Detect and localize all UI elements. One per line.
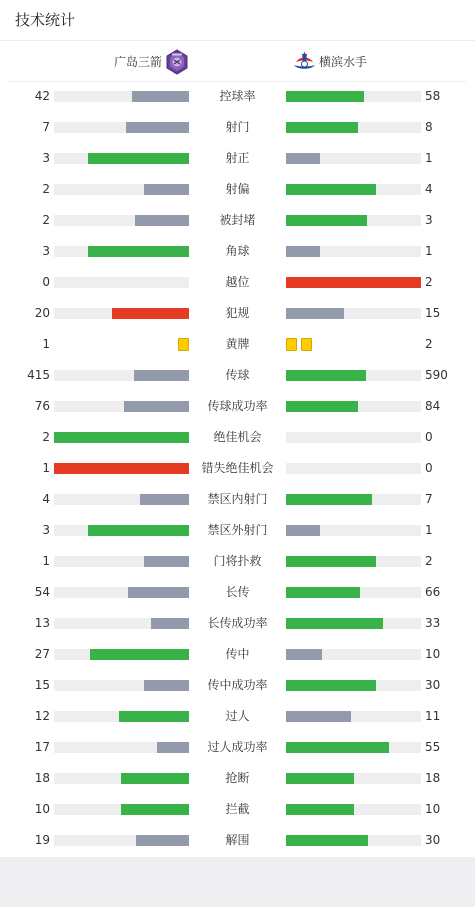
home-bar-fill xyxy=(88,525,189,536)
away-bar-track xyxy=(286,587,421,598)
away-value: 10 xyxy=(425,802,441,816)
home-bar-track xyxy=(54,91,189,102)
home-bar-fill xyxy=(136,835,189,846)
home-value: 1 xyxy=(42,337,50,351)
away-yellow-cards xyxy=(286,338,316,351)
away-bar-fill xyxy=(286,401,358,412)
away-bar-track xyxy=(286,153,421,164)
away-value: 1 xyxy=(425,151,433,165)
stat-label: 门将扑救 xyxy=(213,554,262,568)
stat-row xyxy=(0,577,475,608)
away-value: 2 xyxy=(425,275,433,289)
away-value: 1 xyxy=(425,523,433,537)
stat-row xyxy=(0,360,475,391)
away-bar-fill xyxy=(286,742,389,753)
away-bar-track xyxy=(286,835,421,846)
home-value: 2 xyxy=(42,182,50,196)
home-value: 2 xyxy=(42,430,50,444)
stat-label: 射正 xyxy=(225,151,250,165)
stat-label: 绝佳机会 xyxy=(213,430,262,444)
stat-row xyxy=(0,732,475,763)
home-bar-track xyxy=(54,277,189,288)
away-bar-track xyxy=(286,618,421,629)
stat-row xyxy=(0,267,475,298)
home-bar-track xyxy=(54,525,189,536)
home-bar-fill xyxy=(88,246,189,257)
home-yellow-cards xyxy=(174,338,189,351)
home-value: 3 xyxy=(42,244,50,258)
away-bar-track xyxy=(286,804,421,815)
home-bar-fill xyxy=(119,711,189,722)
away-bar-track xyxy=(286,463,421,474)
away-bar-fill xyxy=(286,277,421,288)
home-value: 2 xyxy=(42,213,50,227)
away-bar-track xyxy=(286,308,421,319)
stat-label: 禁区内射门 xyxy=(207,492,268,506)
away-bar-fill xyxy=(286,587,360,598)
home-team-name: 广岛三箭 xyxy=(113,55,162,69)
stat-label: 传中 xyxy=(225,647,250,661)
away-value: 11 xyxy=(425,709,441,723)
home-team xyxy=(0,50,192,74)
away-value: 10 xyxy=(425,647,441,661)
stat-row xyxy=(0,763,475,794)
stat-row xyxy=(0,608,475,639)
stat-row xyxy=(0,484,475,515)
stat-label: 过人 xyxy=(225,709,250,723)
stat-label: 射门 xyxy=(225,120,250,134)
stat-row xyxy=(0,670,475,701)
home-value: 12 xyxy=(34,709,50,723)
home-value: 20 xyxy=(34,306,50,320)
home-bar-track xyxy=(54,401,189,412)
away-bar-track xyxy=(286,246,421,257)
away-bar-fill xyxy=(286,153,320,164)
yellow-card-icon xyxy=(301,338,312,351)
away-value: 30 xyxy=(425,678,441,692)
away-bar-fill xyxy=(286,122,358,133)
stat-row xyxy=(0,515,475,546)
home-bar-fill xyxy=(121,804,189,815)
home-value: 15 xyxy=(34,678,50,692)
stat-label: 拦截 xyxy=(225,802,250,816)
away-bar-fill xyxy=(286,494,372,505)
home-value: 1 xyxy=(42,554,50,568)
away-bar-fill xyxy=(286,804,354,815)
away-bar-fill xyxy=(286,680,376,691)
home-bar-fill xyxy=(132,91,189,102)
home-bar-fill xyxy=(157,742,189,753)
home-bar-fill xyxy=(128,587,189,598)
away-value: 590 xyxy=(425,368,448,382)
stat-row xyxy=(0,546,475,577)
away-bar-fill xyxy=(286,556,376,567)
away-bar-fill xyxy=(286,618,383,629)
away-bar-fill xyxy=(286,215,367,226)
away-value: 3 xyxy=(425,213,433,227)
home-bar-track xyxy=(54,184,189,195)
home-value: 17 xyxy=(34,740,50,754)
stat-label: 错失绝佳机会 xyxy=(201,461,274,475)
home-bar-track xyxy=(54,215,189,226)
stat-row xyxy=(0,236,475,267)
away-bar-fill xyxy=(286,91,364,102)
home-bar-fill xyxy=(140,494,189,505)
home-value: 3 xyxy=(42,523,50,537)
away-value: 8 xyxy=(425,120,433,134)
home-bar-track xyxy=(54,773,189,784)
away-bar-fill xyxy=(286,773,354,784)
away-bar-fill xyxy=(286,308,344,319)
home-bar-track xyxy=(54,711,189,722)
home-bar-track xyxy=(54,463,189,474)
home-bar-fill xyxy=(88,153,189,164)
away-bar-track xyxy=(286,556,421,567)
stat-label: 长传 xyxy=(225,585,250,599)
away-bar-track xyxy=(286,277,421,288)
stat-row xyxy=(0,639,475,670)
stat-row xyxy=(0,298,475,329)
away-value: 18 xyxy=(425,771,441,785)
away-value: 58 xyxy=(425,89,441,103)
home-bar-fill xyxy=(54,432,189,443)
stat-row xyxy=(0,453,475,484)
home-bar-fill xyxy=(151,618,189,629)
home-value: 415 xyxy=(27,368,50,382)
away-value: 66 xyxy=(425,585,441,599)
home-bar-track xyxy=(54,742,189,753)
home-bar-track xyxy=(54,153,189,164)
home-bar-fill xyxy=(90,649,189,660)
away-value: 2 xyxy=(425,337,433,351)
away-bar-track xyxy=(286,401,421,412)
home-bar-track xyxy=(54,556,189,567)
home-bar-track xyxy=(54,246,189,257)
away-bar-track xyxy=(286,525,421,536)
home-bar-fill xyxy=(112,308,189,319)
away-bar-track xyxy=(286,773,421,784)
stat-row xyxy=(0,422,475,453)
stat-label: 长传成功率 xyxy=(207,616,268,630)
home-value: 42 xyxy=(34,89,50,103)
stat-label: 解围 xyxy=(225,833,250,847)
stat-label: 过人成功率 xyxy=(207,740,268,754)
away-value: 7 xyxy=(425,492,433,506)
away-bar-fill xyxy=(286,835,368,846)
home-bar-track xyxy=(54,587,189,598)
stat-label: 传球成功率 xyxy=(207,399,268,413)
home-bar-fill xyxy=(135,215,189,226)
home-bar-fill xyxy=(144,184,189,195)
home-value: 1 xyxy=(42,461,50,475)
home-bar-track xyxy=(54,370,189,381)
yellow-card-icon xyxy=(286,338,297,351)
home-bar-fill xyxy=(124,401,189,412)
home-bar-track xyxy=(54,680,189,691)
home-bar-track xyxy=(54,618,189,629)
stat-row xyxy=(0,329,475,360)
home-bar-fill xyxy=(144,556,189,567)
header-divider xyxy=(0,40,475,41)
page-title: 技术统计 xyxy=(15,11,76,29)
home-bar-track xyxy=(54,835,189,846)
marinos-crest-icon xyxy=(292,50,317,72)
yellow-card-icon xyxy=(178,338,189,351)
away-bar-fill xyxy=(286,246,320,257)
away-team xyxy=(290,50,475,74)
away-bar-track xyxy=(286,184,421,195)
away-value: 1 xyxy=(425,244,433,258)
stat-label: 传球 xyxy=(225,368,250,382)
home-value: 19 xyxy=(34,833,50,847)
stat-row xyxy=(0,205,475,236)
stat-row xyxy=(0,112,475,143)
away-bar-track xyxy=(286,711,421,722)
home-bar-track xyxy=(54,432,189,443)
away-value: 4 xyxy=(425,182,433,196)
away-bar-fill xyxy=(286,370,366,381)
away-bar-track xyxy=(286,370,421,381)
away-value: 55 xyxy=(425,740,441,754)
stat-label: 抢断 xyxy=(225,771,250,785)
home-bar-track xyxy=(54,804,189,815)
away-value: 84 xyxy=(425,399,441,413)
away-bar-fill xyxy=(286,525,320,536)
home-value: 3 xyxy=(42,151,50,165)
home-value: 76 xyxy=(34,399,50,413)
stat-row xyxy=(0,81,475,112)
away-bar-fill xyxy=(286,711,351,722)
home-value: 18 xyxy=(34,771,50,785)
away-value: 15 xyxy=(425,306,441,320)
away-value: 33 xyxy=(425,616,441,630)
stat-row xyxy=(0,701,475,732)
stat-row xyxy=(0,391,475,422)
home-value: 10 xyxy=(34,802,50,816)
stat-row xyxy=(0,174,475,205)
away-value: 0 xyxy=(425,430,433,444)
away-bar-track xyxy=(286,91,421,102)
home-value: 13 xyxy=(34,616,50,630)
sanfrecce-crest-icon xyxy=(165,49,189,75)
stat-label: 越位 xyxy=(225,275,250,289)
stat-label: 控球率 xyxy=(219,89,256,103)
away-value: 0 xyxy=(425,461,433,475)
home-bar-fill xyxy=(121,773,189,784)
home-bar-track xyxy=(54,308,189,319)
stat-row xyxy=(0,825,475,856)
stat-label: 被封堵 xyxy=(219,213,256,227)
home-value: 27 xyxy=(34,647,50,661)
away-bar-track xyxy=(286,432,421,443)
stat-label: 传中成功率 xyxy=(207,678,268,692)
away-team-name: 横滨水手 xyxy=(319,55,368,69)
away-bar-fill xyxy=(286,184,376,195)
away-bar-track xyxy=(286,649,421,660)
stat-label: 射偏 xyxy=(225,182,250,196)
away-bar-track xyxy=(286,122,421,133)
away-bar-track xyxy=(286,494,421,505)
home-bar-fill xyxy=(144,680,189,691)
home-bar-track xyxy=(54,649,189,660)
home-bar-fill xyxy=(126,122,189,133)
home-value: 4 xyxy=(42,492,50,506)
away-value: 30 xyxy=(425,833,441,847)
home-bar-fill xyxy=(134,370,189,381)
stat-label: 犯规 xyxy=(225,306,250,320)
home-bar-track xyxy=(54,494,189,505)
home-value: 54 xyxy=(34,585,50,599)
away-bar-track xyxy=(286,215,421,226)
home-value: 7 xyxy=(42,120,50,134)
home-value: 0 xyxy=(42,275,50,289)
stat-label: 黄牌 xyxy=(225,337,250,351)
stat-row xyxy=(0,794,475,825)
away-bar-fill xyxy=(286,649,322,660)
away-bar-track xyxy=(286,680,421,691)
away-value: 2 xyxy=(425,554,433,568)
stat-label: 禁区外射门 xyxy=(207,523,268,537)
home-bar-track xyxy=(54,122,189,133)
stat-row xyxy=(0,143,475,174)
home-bar-fill xyxy=(54,463,189,474)
stat-label: 角球 xyxy=(225,244,250,258)
away-bar-track xyxy=(286,742,421,753)
